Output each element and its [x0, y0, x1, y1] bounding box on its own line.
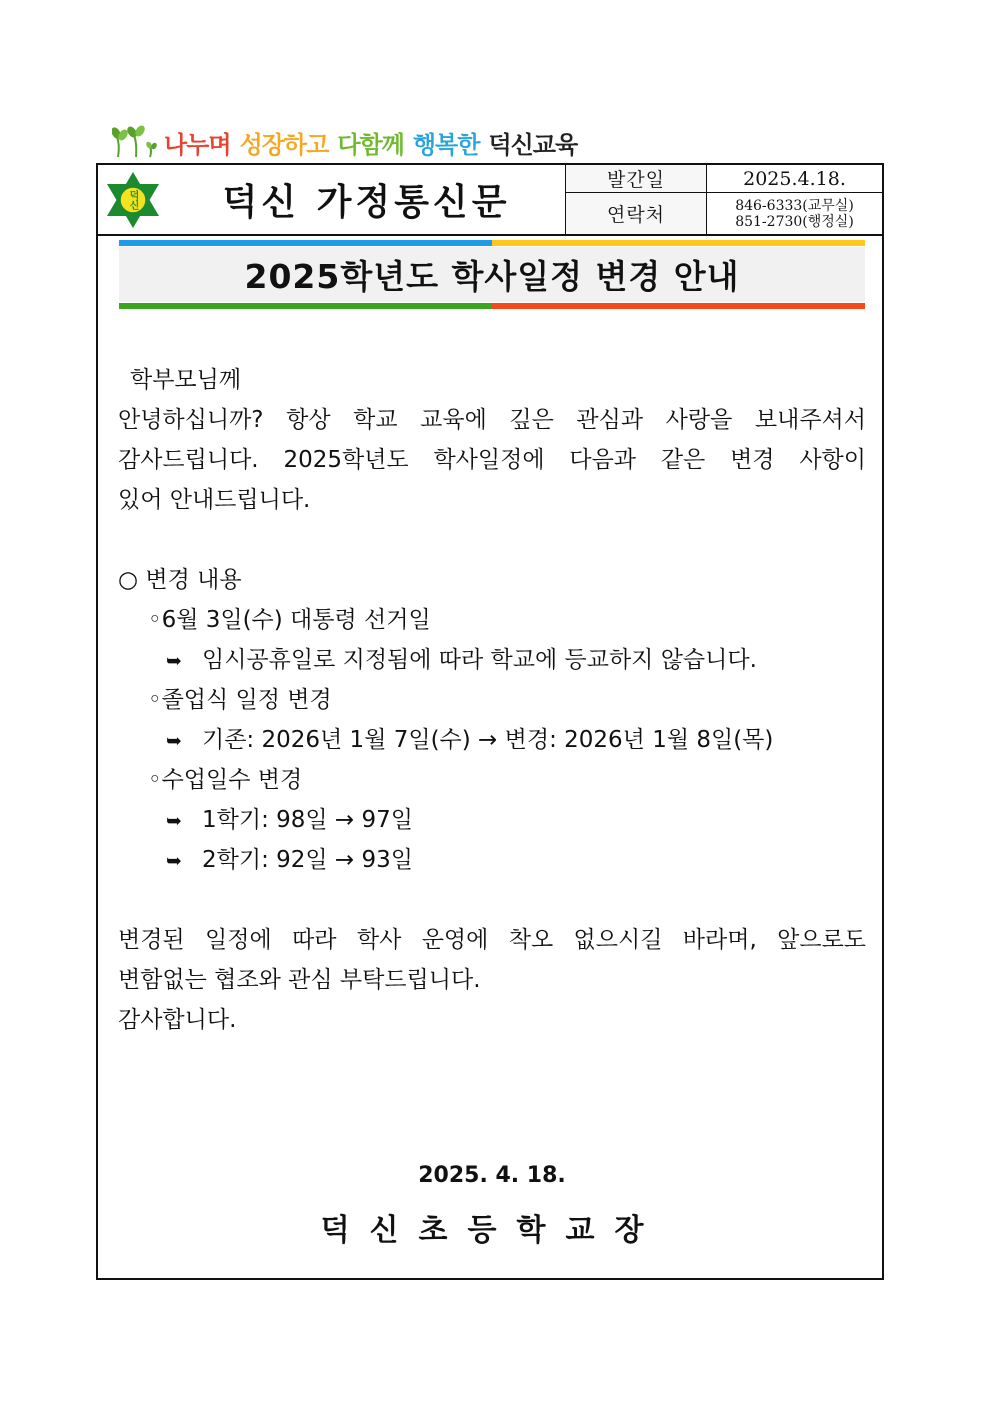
contact-phone-academic: 846-6333(교무실)	[735, 197, 854, 214]
principal-signature: 덕신초등학교장	[320, 1213, 664, 1248]
intro-line-3: 있어 안내드립니다.	[118, 487, 311, 513]
slogan-word-3: 다함께	[337, 130, 404, 159]
document-frame	[96, 163, 884, 1280]
closing-line-3: 감사합니다.	[118, 1007, 237, 1033]
closing-line-1: 변경된 일정에 따라 학사 운영에 착오 없으시길 바라며, 앞으로도	[118, 927, 866, 953]
slogan	[112, 124, 586, 160]
intro-line-1: 안녕하십니까? 항상 학교 교육에 깊은 관심과 사랑을 보내주셔서	[118, 407, 866, 433]
school-emblem-icon	[104, 170, 162, 230]
title-banner	[119, 239, 865, 311]
greeting: 학부모님께	[130, 367, 242, 393]
newsletter-title: 덕신 가정통신문	[222, 182, 511, 223]
arrow-icon: ➥	[166, 810, 182, 832]
item-election-detail-text: 임시공휴일로 지정됨에 따라 학교에 등교하지 않습니다.	[202, 647, 757, 673]
intro-line-2: 감사드립니다. 2025학년도 학사일정에 다음과 같은 변경 사항이	[118, 447, 866, 473]
bar-green	[119, 303, 492, 309]
info-table	[565, 165, 882, 234]
issue-date-footer: 2025. 4. 18.	[418, 1163, 566, 1188]
newsletter-header	[98, 165, 882, 236]
banner-bottom-bar	[119, 303, 865, 309]
item-classdays-detail-1	[118, 800, 866, 840]
notice-title: 2025학년도 학사일정 변경 안내	[119, 247, 865, 302]
slogan-word-5: 덕신교육	[488, 130, 578, 159]
arrow-icon: ➥	[166, 850, 182, 872]
closing-line-2: 변함없는 협조와 관심 부탁드립니다.	[118, 967, 481, 993]
letter-body	[118, 360, 866, 1040]
item-classdays-detail-2	[118, 840, 866, 880]
item-classdays-title: ◦수업일수 변경	[148, 767, 303, 793]
item-election-detail	[118, 640, 866, 680]
item-classdays-detail-2-text: 2학기: 92일 → 93일	[202, 847, 413, 873]
item-classdays-detail-1-text: 1학기: 98일 → 97일	[202, 807, 413, 833]
contact-phone-admin: 851-2730(행정실)	[735, 213, 854, 230]
contact-label: 연락처	[565, 193, 706, 234]
item-graduation-title: ◦졸업식 일정 변경	[148, 687, 332, 713]
arrow-icon: ➥	[166, 650, 182, 672]
issue-date-value: 2025.4.18.	[706, 165, 882, 193]
slogan-word-4: 행복한	[412, 130, 480, 159]
banner-top-bar	[119, 240, 865, 246]
bar-yellow	[492, 240, 865, 246]
bar-blue	[119, 240, 492, 246]
item-graduation-detail-text: 기존: 2026년 1월 7일(수) → 변경: 2026년 1월 8일(목)	[202, 727, 774, 753]
bar-red	[492, 303, 865, 309]
arrow-icon: ➥	[166, 730, 182, 752]
contact-value	[706, 193, 882, 234]
emblem-text: 덕신	[127, 189, 138, 210]
issue-date-label: 발간일	[565, 165, 706, 193]
sprout-icon	[112, 125, 158, 159]
school-logo-cell	[98, 165, 168, 234]
slogan-word-1: 나누며	[164, 130, 231, 159]
item-election-title: ◦6월 3일(수) 대통령 선거일	[148, 607, 431, 633]
item-graduation-detail	[118, 720, 866, 760]
section-title: ○ 변경 내용	[118, 567, 242, 593]
slogan-word-2: 성장하고	[239, 130, 329, 159]
